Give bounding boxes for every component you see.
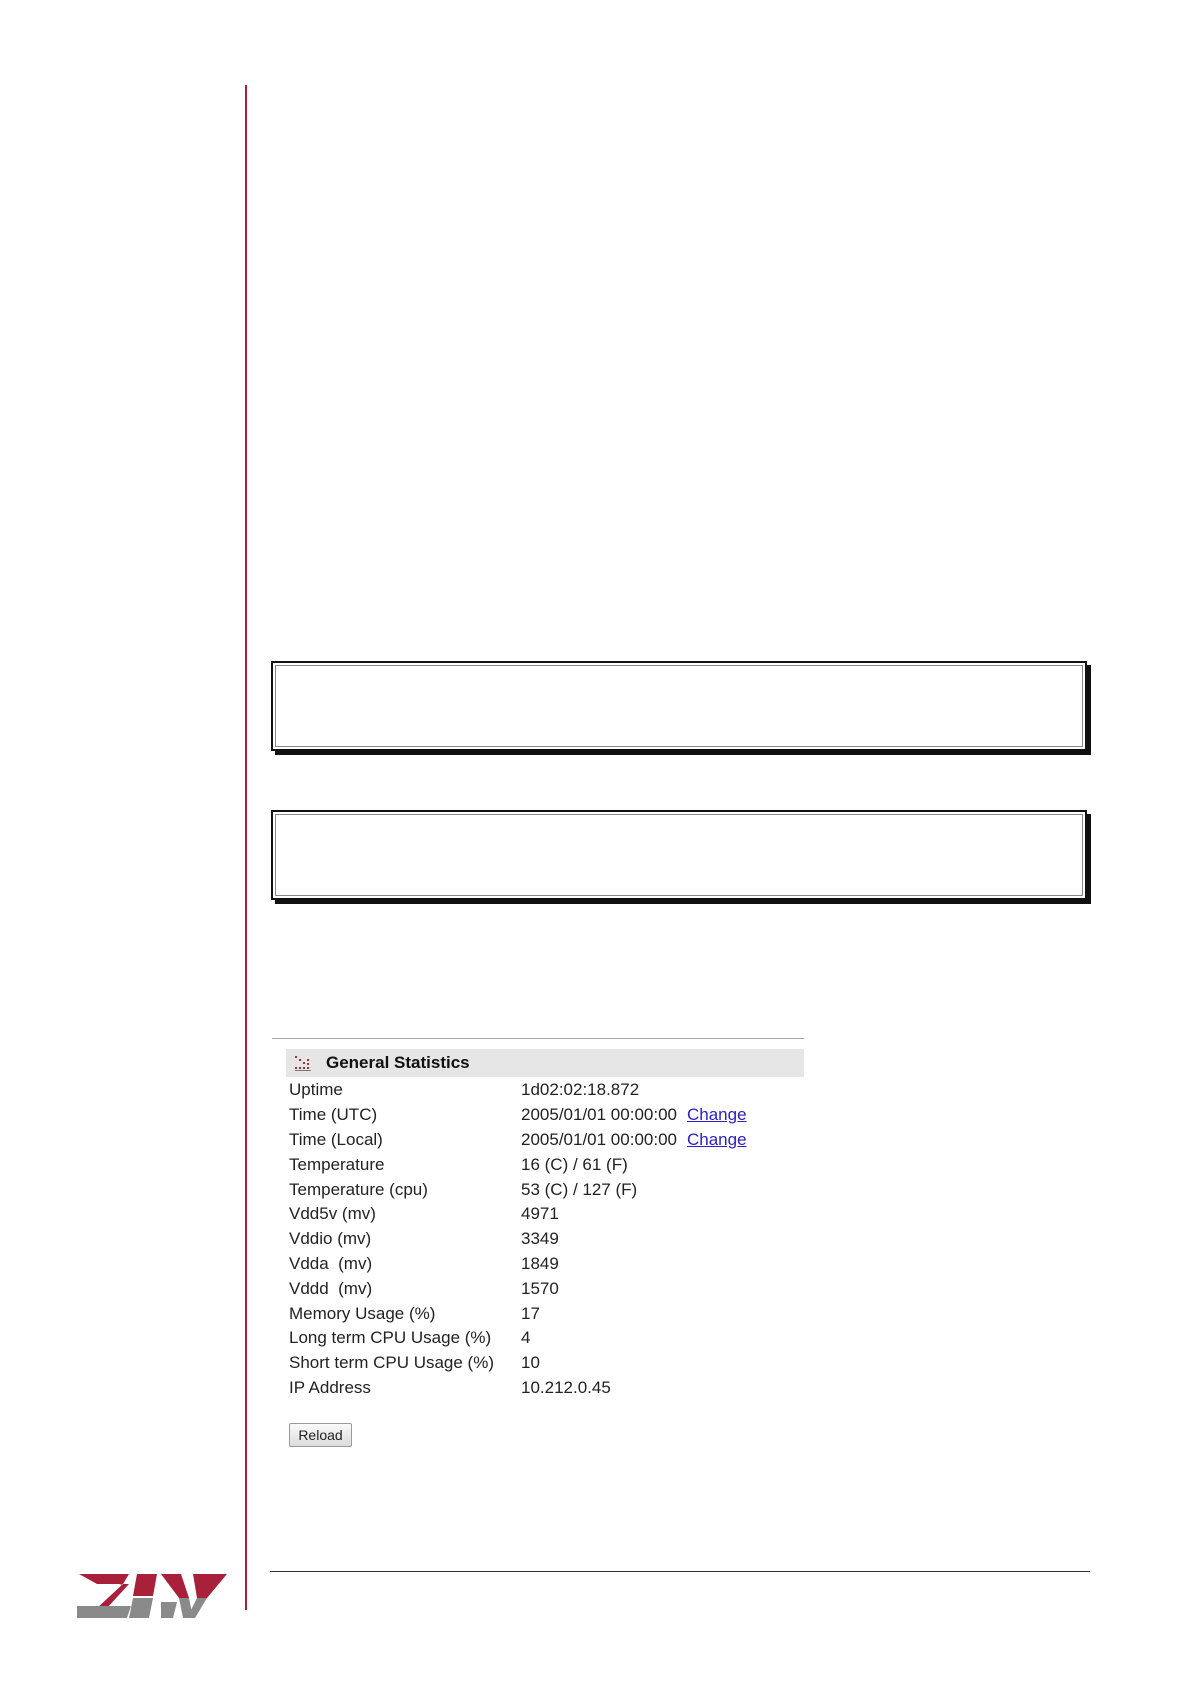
stat-label: Short term CPU Usage (%): [289, 1353, 494, 1373]
stat-value: 1d02:02:18.872: [521, 1080, 640, 1100]
stat-label: Time (Local): [289, 1129, 383, 1149]
stat-value-cell: [518, 1103, 751, 1128]
panel-top-border: [272, 1038, 804, 1039]
stats-table: [286, 1078, 751, 1400]
stat-value: 10: [521, 1353, 540, 1373]
footer-rule: [270, 1571, 1090, 1572]
stat-label: Vdda (mv): [289, 1253, 373, 1273]
table-row: [286, 1078, 751, 1103]
stat-value: 53 (C) / 127 (F): [521, 1179, 638, 1199]
stat-value: 2005/01/01 00:00:00: [521, 1129, 677, 1149]
stats-title: General Statistics: [326, 1053, 470, 1072]
stat-label: Long term CPU Usage (%): [289, 1328, 492, 1348]
stat-label: Vddio (mv): [289, 1229, 372, 1249]
stat-value-cell: [518, 1128, 751, 1153]
stat-value: 17: [521, 1303, 540, 1323]
table-row: [286, 1227, 751, 1252]
note-box: [271, 810, 1087, 900]
stat-label: Uptime: [289, 1080, 343, 1100]
stat-value: 4971: [521, 1204, 559, 1224]
table-row: [286, 1351, 751, 1376]
change-local-time-link[interactable]: Change: [686, 1129, 747, 1149]
stats-header: [286, 1049, 804, 1077]
table-row: [286, 1376, 751, 1401]
reload-button[interactable]: Reload: [289, 1423, 352, 1447]
ziv-logo: [77, 1572, 229, 1620]
margin-rule: [245, 85, 247, 1610]
note-box: [271, 661, 1087, 751]
stat-value: 4: [521, 1328, 531, 1348]
stat-label: Memory Usage (%): [289, 1303, 436, 1323]
stat-value: 3349: [521, 1229, 559, 1249]
table-row: [286, 1301, 751, 1326]
change-utc-time-link[interactable]: Change: [686, 1105, 747, 1125]
stat-value: 1849: [521, 1253, 559, 1273]
stat-value: 2005/01/01 00:00:00: [521, 1105, 677, 1125]
table-row: [286, 1103, 751, 1128]
stat-label: Vddd (mv): [289, 1278, 373, 1298]
stat-value: 1570: [521, 1278, 559, 1298]
table-row: [286, 1252, 751, 1277]
general-statistics-panel: [272, 1038, 804, 1458]
stat-label: Time (UTC): [289, 1105, 378, 1125]
stat-value: 16 (C) / 61 (F): [521, 1154, 628, 1174]
bar-chart-icon: [294, 1055, 312, 1071]
table-row: [286, 1326, 751, 1351]
table-row: [286, 1177, 751, 1202]
stat-label: Temperature: [289, 1154, 385, 1174]
stat-label: IP Address: [289, 1377, 371, 1397]
table-row: [286, 1202, 751, 1227]
stat-value: 10.212.0.45: [521, 1377, 611, 1397]
table-row: [286, 1276, 751, 1301]
table-row: [286, 1152, 751, 1177]
table-row: [286, 1128, 751, 1153]
stat-label: Vdd5v (mv): [289, 1204, 376, 1224]
stat-label: Temperature (cpu): [289, 1179, 428, 1199]
